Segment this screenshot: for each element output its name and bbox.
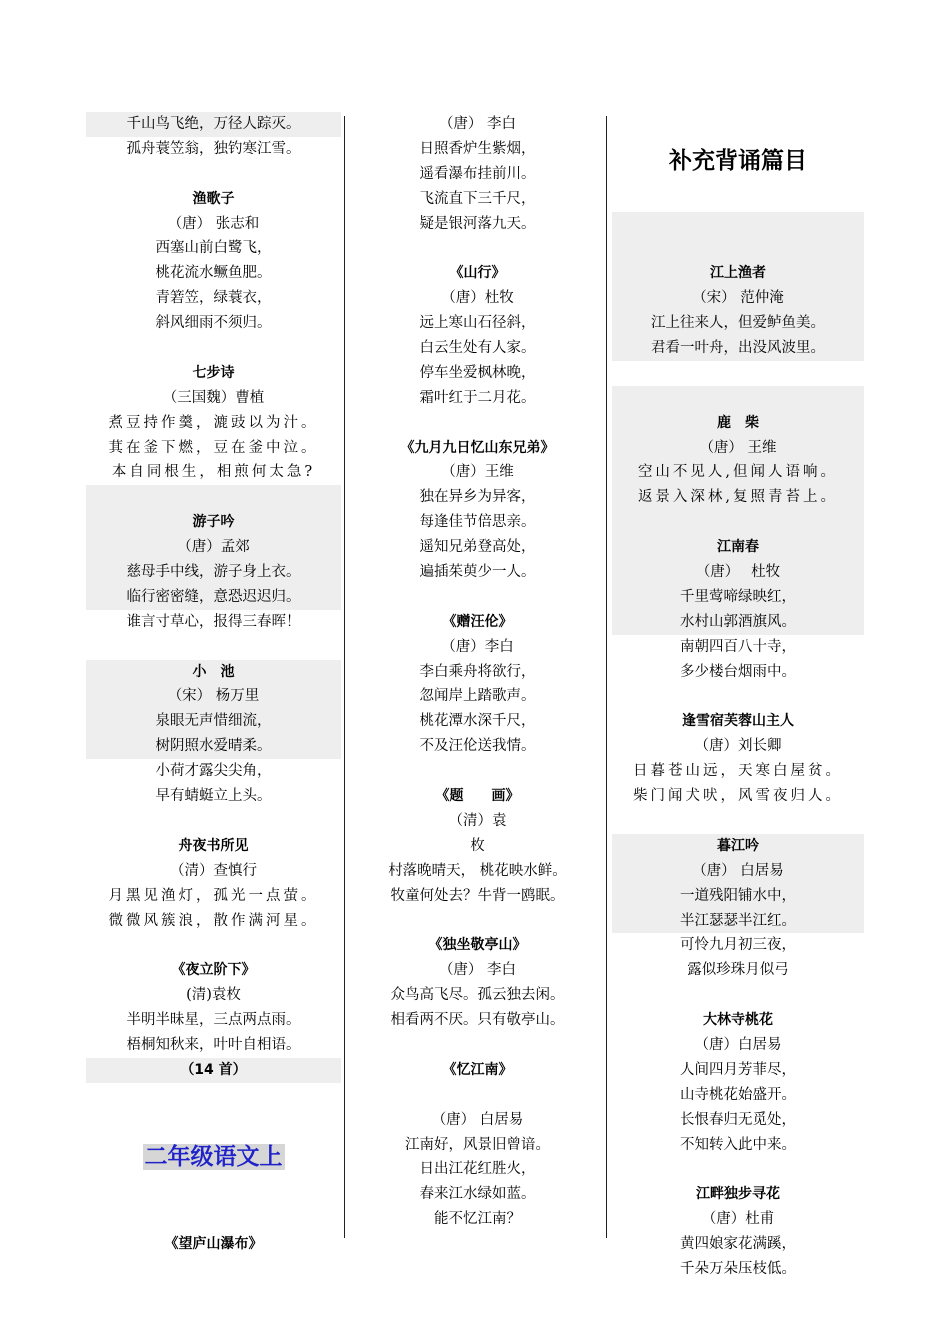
- blank-line: [612, 809, 864, 834]
- poem-line: 返景入深林,复照青苔上。: [612, 485, 864, 510]
- poem-line: 白云生处有人家。: [419, 340, 536, 357]
- blank-line: [86, 635, 341, 660]
- poem-line: （唐）杜甫: [701, 1211, 775, 1228]
- poem-line: （唐） 张志和: [167, 215, 260, 232]
- poem-line: 江上往来人，但爱鲈鱼美。: [612, 311, 864, 336]
- poem-line: （唐） 李白: [438, 116, 517, 132]
- poem-line: 可怜九月初三夜，: [680, 937, 796, 954]
- poem-line: 相看两不厌。只有敬亭山。: [390, 1012, 565, 1029]
- poem-line: 李白乘舟将欲行，: [419, 663, 536, 680]
- poem-line: 霜叶红于二月花。: [419, 389, 536, 406]
- poem-line: （唐）李白: [441, 638, 514, 655]
- poem-line: 江南好，风景旧曾谙。: [405, 1136, 550, 1153]
- poem-line: 萁在釜下燃，豆在釜中泣。: [108, 439, 319, 456]
- poem-line: 南朝四百八十寺，: [680, 638, 796, 655]
- poem-line: 千朵万朵压枝低。: [680, 1260, 796, 1277]
- poem-line: 疑是银河落九天。: [419, 215, 536, 232]
- blank-line: [86, 1083, 341, 1108]
- poem-title: 大林寺桃花: [703, 1012, 773, 1029]
- poem-line: （唐） 白居易: [431, 1111, 524, 1128]
- poem-line: （三国魏）曹植: [162, 389, 265, 406]
- poem-line: 日暮苍山远，天寒白屋贫。: [633, 763, 843, 780]
- blank-line: [612, 112, 864, 137]
- poem-title: 小 池: [86, 660, 341, 685]
- blank-line: [612, 1157, 864, 1182]
- poem-line: 众鸟高飞尽。孤云独去闲。: [390, 987, 565, 1004]
- poem-line: 山寺桃花始盛开。: [680, 1086, 796, 1103]
- poem-line: 能不忆江南？: [434, 1211, 521, 1228]
- poem-line: （唐）孟郊: [86, 535, 341, 560]
- grade-heading-row: [86, 1133, 341, 1183]
- poem-title: 七步诗: [192, 364, 235, 381]
- poem-line: （清）查慎行: [170, 862, 257, 879]
- blank-line: [86, 1108, 341, 1133]
- poem-line: （清）袁: [448, 812, 507, 829]
- poem-line: 黄四娘家花满蹊，: [680, 1236, 796, 1253]
- poem-line: （唐） 李白: [438, 962, 517, 979]
- right-column: [612, 112, 864, 1282]
- poem-line: 半江瑟瑟半江红。: [612, 909, 864, 934]
- poem-line: 泉眼无声惜细流，: [86, 709, 341, 734]
- poem-line: 青箬笠，绿蓑衣，: [155, 290, 272, 307]
- poem-line: 不知转入此中来。: [680, 1136, 796, 1153]
- poem-line: （唐）王维: [441, 464, 514, 481]
- poem-line: 临行密密缝，意恐迟迟归。: [86, 585, 341, 610]
- poem-line: 一道残阳铺水中，: [612, 884, 864, 909]
- poem-line: 谁言寸草心，报得三春晖！: [126, 613, 301, 630]
- poem-line: 露似珍珠月似弓: [687, 962, 789, 979]
- poem-line: 千里莺啼绿映红，: [612, 585, 864, 610]
- poem-title: 《山行》: [449, 265, 506, 282]
- blank-line: [86, 933, 341, 958]
- poem-line: （唐）刘长卿: [694, 738, 782, 755]
- blank-line: [86, 336, 341, 361]
- blank-line: [612, 236, 864, 261]
- poem-title: 《题 画》: [435, 788, 520, 805]
- blank-line: [350, 1033, 605, 1058]
- poem-line: 孤舟蓑笠翁，独钓寒江雪。: [126, 140, 301, 157]
- poem-title: 游子吟: [86, 510, 341, 535]
- poem-line: (清)袁枚: [186, 987, 241, 1004]
- poem-line: （唐）白居易: [694, 1036, 782, 1053]
- blank-line: [350, 236, 605, 261]
- left-column: [86, 112, 341, 1257]
- poem-line: 微微风簇浪，散作满河星。: [108, 912, 319, 929]
- poem-line: 树阴照水爱晴柔。: [86, 734, 341, 759]
- blank-line: [612, 187, 864, 212]
- poem-line: 小荷才露尖尖角，: [155, 763, 272, 780]
- poem-line: 月黑见渔灯，孤光一点萤。: [108, 887, 319, 904]
- poem-line: 遍插茱萸少一人。: [419, 564, 536, 581]
- blank-line: [612, 983, 864, 1008]
- poem-title: （14 首）: [86, 1058, 341, 1083]
- poem-line: 多少楼台烟雨中。: [680, 663, 796, 680]
- poem-line: 早有蜻蜓立上头。: [155, 788, 272, 805]
- poem-line: 半明半昧星，三点两点雨。: [126, 1012, 301, 1029]
- poem-line: 长恨春归无觅处，: [680, 1111, 796, 1128]
- poem-line: 每逢佳节倍思亲。: [419, 514, 536, 531]
- poem-title: 鹿 柴: [612, 411, 864, 436]
- poem-line: 独在异乡为异客，: [419, 489, 536, 506]
- blank-line: [86, 1207, 341, 1232]
- column-divider-left: [344, 116, 345, 1238]
- blank-line: [612, 386, 864, 411]
- poem-line: 西塞山前白鹭飞，: [155, 240, 272, 257]
- poem-line: 远上寒山石径斜，: [419, 315, 536, 332]
- poem-line: 水村山郭酒旗风。: [612, 610, 864, 635]
- poem-title: 《赠汪伦》: [442, 613, 513, 630]
- blank-line: [350, 585, 605, 610]
- blank-line: [86, 485, 341, 510]
- poem-line: （唐） 白居易: [612, 859, 864, 884]
- poem-line: 停车坐爱枫林晚，: [419, 364, 536, 381]
- blank-line: [612, 510, 864, 535]
- poem-line: （唐） 杜牧: [612, 560, 864, 585]
- blank-line: [86, 1182, 341, 1207]
- poem-title: 舟夜书所见: [178, 837, 249, 854]
- grade-heading: 二年级语文上: [144, 1143, 283, 1170]
- section-heading-row: [612, 137, 864, 187]
- blank-line: [350, 759, 605, 784]
- poem-line: 不及汪伦送我情。: [419, 738, 536, 755]
- poem-line: （唐）杜牧: [441, 290, 514, 307]
- poem-title: 《忆江南》: [442, 1061, 513, 1078]
- poem-title: 《独坐敬亭山》: [428, 937, 527, 954]
- poem-line: 遥看瀑布挂前川。: [419, 165, 536, 182]
- poem-line: 柴门闻犬吠，风雪夜归人。: [633, 788, 843, 805]
- poem-line: 牧童何处去？牛背一鸥眠。: [390, 887, 565, 904]
- poem-line: 日出江花红胜火，: [419, 1161, 536, 1178]
- poem-line: 忽闻岸上踏歌声。: [419, 688, 536, 705]
- poem-line: 桃花流水鳜鱼肥。: [155, 265, 272, 282]
- poem-line: 桃花潭水深千尺，: [419, 713, 536, 730]
- column-divider-right: [606, 116, 607, 1238]
- blank-line: [612, 685, 864, 710]
- poem-line: 飞流直下三千尺，: [419, 190, 536, 207]
- poem-title: 逢雪宿芙蓉山主人: [682, 713, 794, 730]
- poem-line: （宋） 范仲淹: [612, 286, 864, 311]
- poem-line: 空山不见人,但闻人语响。: [612, 460, 864, 485]
- poem-line: （宋） 杨万里: [86, 684, 341, 709]
- poem-line: 梧桐知秋来，叶叶自相语。: [126, 1036, 301, 1053]
- poem-line: 人间四月芳菲尽，: [680, 1061, 796, 1078]
- poem-line: 日照香炉生紫烟，: [419, 140, 536, 157]
- poem-title: 《九月九日忆山东兄弟》: [400, 439, 555, 456]
- poem-line: 千山鸟飞绝，万径人踪灭。: [86, 112, 341, 137]
- blank-line: [612, 361, 864, 386]
- poem-title: 暮江吟: [612, 834, 864, 859]
- poem-title: 江南春: [612, 535, 864, 560]
- blank-line: [350, 1083, 605, 1108]
- blank-line: [86, 162, 341, 187]
- poem-title: 江畔独步寻花: [696, 1186, 780, 1203]
- blank-line: [86, 809, 341, 834]
- poem-title: 江上渔者: [612, 261, 864, 286]
- poem-line: 村落晚晴天， 桃花映水鲜。: [388, 862, 567, 879]
- blank-line: [612, 212, 864, 237]
- poem-line: 慈母手中线，游子身上衣。: [86, 560, 341, 585]
- middle-column: [350, 112, 605, 1232]
- poem-title: 《夜立阶下》: [171, 962, 256, 979]
- poem-line: 煮豆持作羹，漉豉以为汁。: [108, 414, 319, 431]
- poem-title: 渔歌子: [192, 190, 235, 207]
- section-heading: 补充背诵篇目: [669, 147, 807, 174]
- blank-line: [350, 909, 605, 934]
- poem-line: 本自同根生，相煎何太急?: [111, 464, 316, 481]
- poem-line: 春来江水绿如蓝。: [419, 1186, 536, 1203]
- poem-line: 君看一叶舟，出没风波里。: [612, 336, 864, 361]
- poem-line: 遥知兄弟登高处，: [419, 539, 536, 556]
- blank-line: [350, 411, 605, 436]
- poem-title: 《望庐山瀑布》: [164, 1236, 263, 1253]
- poem-line: 斜风细雨不须归。: [155, 315, 272, 332]
- poem-line: 枚: [470, 837, 485, 854]
- poem-line: （唐） 王维: [612, 436, 864, 461]
